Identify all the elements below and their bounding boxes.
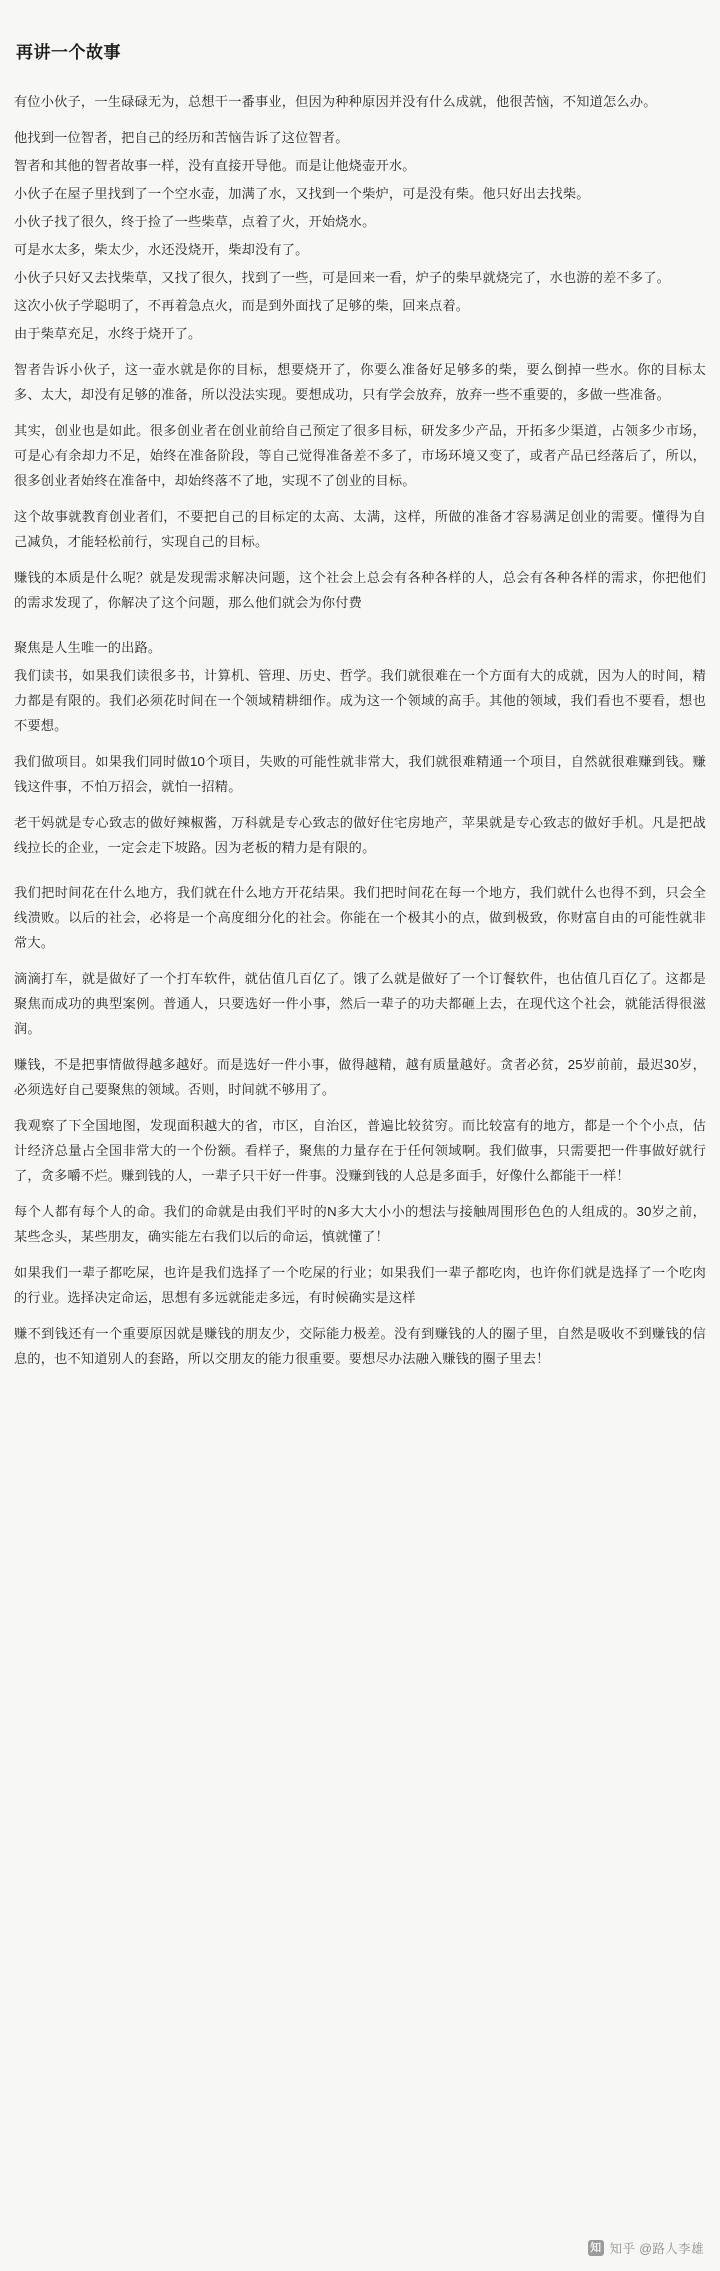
paragraph: 智者和其他的智者故事一样，没有直接开导他。而是让他烧壶开水。: [14, 158, 416, 173]
paragraph: 可是水太多，柴太少，水还没烧开，柴却没有了。: [14, 242, 309, 257]
paragraph: 滴滴打车，就是做好了一个打车软件，就估值几百亿了。饿了么就是做好了一个订餐软件，也估值几百亿了。这都是聚焦而成功的典型案例。普通人，只要选好一件小事，然后一辈子的功夫都砸上去，在现代这个社会，就能活得很滋润。: [14, 971, 706, 1036]
watermark: [588, 2239, 704, 2257]
paragraph: 小伙子找了很久，终于捡了一些柴草，点着了火，开始烧水。: [14, 214, 376, 229]
paragraph: 其实，创业也是如此。很多创业者在创业前给自己预定了很多目标，研发多少产品，开拓多少渠道，占领多少市场，可是心有余却力不足，始终在准备阶段，等自己觉得准备差不多了，市场环境又变了，或者产品已经落后了，所以，很多创业者始终在准备中，却始终落不了地，实现不了创业的目标。: [14, 423, 706, 488]
watermark-text: 知乎 @路人李雄: [609, 2242, 704, 2256]
article-body: [14, 89, 706, 1371]
paragraph: 我们读书，如果我们读很多书，计算机、管理、历史、哲学。我们就很难在一个方面有大的成就，因为人的时间，精力都是有限的。我们必须花时间在一个领域精耕细作。成为这一个领域的高手。其他的领域，我们看也不要看，想也不要想。: [14, 668, 706, 733]
page-title: 再讲一个故事: [16, 43, 121, 62]
paragraph: 我们做项目。如果我们同时做10个项目，失败的可能性就非常大，我们就很难精通一个项目，自然就很难赚到钱。赚钱这件事，不怕万招会，就怕一招精。: [14, 754, 706, 794]
paragraph: 赚钱的本质是什么呢？就是发现需求解决问题，这个社会上总会有各种各样的人，总会有各种各样的需求，你把他们的需求发现了，你解决了这个问题，那么他们就会为你付费: [14, 570, 706, 610]
paragraph: 我们把时间花在什么地方，我们就在什么地方开花结果。我们把时间花在每一个地方，我们就什么也得不到，只会全线溃败。以后的社会，必将是一个高度细分化的社会。你能在一个极其小的点，做到极致，你财富自由的可能性就非常大。: [14, 885, 706, 950]
paragraph: 小伙子在屋子里找到了一个空水壶，加满了水，又找到一个柴炉，可是没有柴。他只好出去找柴。: [14, 186, 590, 201]
paragraph: 有位小伙子，一生碌碌无为，总想干一番事业，但因为种种原因并没有什么成就，他很苦恼，不知道怎么办。: [14, 94, 657, 109]
paragraph: 赚钱，不是把事情做得越多越好。而是选好一件小事，做得越精，越有质量越好。贪者必贫，25岁前前，最迟30岁，必须选好自己要聚焦的领域。否则，时间就不够用了。: [14, 1057, 706, 1097]
paragraph: 这次小伙子学聪明了，不再着急点火，而是到外面找了足够的柴，回来点着。: [14, 298, 470, 313]
paragraph: 聚焦是人生唯一的出路。: [14, 640, 162, 655]
paragraph: 这个故事就教育创业者们，不要把自己的目标定的太高、太满，这样，所做的准备才容易满足创业的需要。懂得为自己减负，才能轻松前行，实现自己的目标。: [14, 509, 706, 549]
paragraph: 如果我们一辈子都吃屎，也许是我们选择了一个吃屎的行业；如果我们一辈子都吃肉，也许你们就是选择了一个吃肉的行业。选择决定命运，思想有多远就能走多远，有时候确实是这样: [14, 1265, 706, 1305]
paragraph: 我观察了下全国地图，发现面积越大的省，市区，自治区，普遍比较贫穷。而比较富有的地方，都是一个个小点，估计经济总量占全国非常大的一个份额。看样子，聚焦的力量存在于任何领域啊。我们做事，只需要把一件事做好就行了，贪多嚼不烂。赚到钱的人，一辈子只干好一件事。没赚到钱的人总是多面手，好像什么都能干一样！: [14, 1118, 706, 1183]
paragraph: 老干妈就是专心致志的做好辣椒酱，万科就是专心致志的做好住宅房地产，苹果就是专心致志的做好手机。凡是把战线拉长的企业，一定会走下坡路。因为老板的精力是有限的。: [14, 815, 706, 855]
paragraph: 小伙子只好又去找柴草，又找了很久，找到了一些，可是回来一看，炉子的柴早就烧完了，水也游的差不多了。: [14, 270, 670, 285]
paragraph: 智者告诉小伙子，这一壶水就是你的目标，想要烧开了，你要么准备好足够多的柴，要么倒掉一些水。你的目标太多、太大，却没有足够的准备，所以没法实现。要想成功，只有学会放弃，放弃一些不重要的，多做一些准备。: [14, 362, 706, 402]
paragraph: 每个人都有每个人的命。我们的命就是由我们平时的N多大大小小的想法与接触周围形色色的人组成的。30岁之前，某些念头，某些朋友，确实能左右我们以后的命运，慎就懂了！: [14, 1204, 706, 1244]
paragraph: 由于柴草充足，水终于烧开了。: [14, 326, 202, 341]
paragraph: 他找到一位智者，把自己的经历和苦恼告诉了这位智者。: [14, 130, 349, 145]
zhihu-logo-icon: 知: [588, 2240, 604, 2256]
paragraph: 赚不到钱还有一个重要原因就是赚钱的朋友少，交际能力极差。没有到赚钱的人的圈子里，自然是吸收不到赚钱的信息的，也不知道别人的套路，所以交朋友的能力很重要。要想尽办法融入赚钱的圈子里去！: [14, 1326, 706, 1366]
